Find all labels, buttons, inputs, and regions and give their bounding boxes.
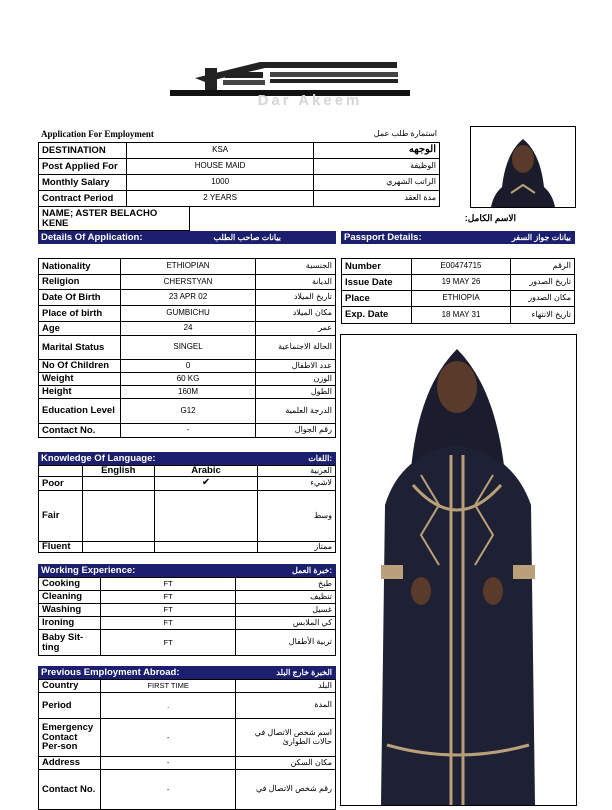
issue-date-label: Issue Date bbox=[342, 275, 412, 291]
language-header-ar: اللغات: bbox=[308, 454, 332, 463]
col-arabic-ar: العربية bbox=[258, 466, 336, 477]
table-row bbox=[39, 373, 336, 386]
details-label: Religion bbox=[39, 275, 121, 290]
details-ar: تاريخ الميلاد bbox=[256, 290, 336, 306]
form-title: Application For Employment bbox=[41, 129, 154, 139]
passport-header-ar: بيانات جواز السفر bbox=[511, 233, 571, 242]
experience-header bbox=[38, 564, 336, 577]
details-value: GUMBICHU bbox=[120, 306, 255, 322]
details-value: 60 KG bbox=[120, 373, 255, 386]
previous-value: - bbox=[100, 770, 235, 810]
details-ar: مكان الميلاد bbox=[256, 306, 336, 322]
details-ar: الدرجة العلمية bbox=[256, 399, 336, 424]
passport-number-value: E00474715 bbox=[411, 259, 511, 275]
company-logo bbox=[165, 58, 440, 109]
previous-value: FIRST TIME bbox=[100, 680, 235, 693]
form-title-arabic: استمارة طلب عمل bbox=[373, 129, 437, 138]
details-ar: الحالة الاجتماعية bbox=[256, 336, 336, 360]
experience-label: Cleaning bbox=[39, 591, 101, 604]
table-row bbox=[39, 680, 336, 693]
poor-english bbox=[82, 477, 154, 491]
table-row bbox=[39, 591, 336, 604]
passport-header bbox=[341, 231, 575, 244]
salary-label-ar: الراتب الشهري bbox=[314, 175, 440, 191]
table-row bbox=[39, 386, 336, 399]
language-header bbox=[38, 452, 336, 465]
previous-ar: مكان السكن bbox=[236, 757, 336, 770]
table-row bbox=[342, 275, 575, 291]
details-label: Height bbox=[39, 386, 121, 399]
passport-table bbox=[341, 258, 575, 324]
table-row bbox=[39, 159, 440, 175]
details-table bbox=[38, 258, 336, 438]
previous-label: Country bbox=[39, 680, 101, 693]
destination-value: KSA bbox=[126, 143, 313, 159]
fluent-label: Fluent bbox=[39, 542, 83, 553]
salary-value: 1000 bbox=[126, 175, 313, 191]
details-label: Date Of Birth bbox=[39, 290, 121, 306]
details-ar: الديانة bbox=[256, 275, 336, 290]
previous-ar: اسم شخص الاتصال في حالات الطوارئ bbox=[236, 719, 336, 757]
passport-number-ar: الرقم bbox=[511, 259, 575, 275]
experience-value: FT bbox=[100, 578, 235, 591]
experience-ar: كي الملابس bbox=[236, 617, 336, 630]
previous-table bbox=[38, 679, 336, 810]
details-value: G12 bbox=[120, 399, 255, 424]
previous-header-ar: الخبرة خارج البلد bbox=[276, 668, 332, 677]
table-row bbox=[39, 399, 336, 424]
table-row bbox=[342, 291, 575, 307]
language-header-en: Knowledge Of Language: bbox=[41, 453, 156, 464]
details-label: Weight bbox=[39, 373, 121, 386]
destination-label-ar: الوجهه bbox=[314, 143, 440, 159]
table-row bbox=[39, 617, 336, 630]
table-row bbox=[39, 604, 336, 617]
contract-value: 2 YEARS bbox=[126, 191, 313, 207]
applicant-photo-small bbox=[470, 126, 576, 208]
table-row bbox=[39, 424, 336, 438]
table-row bbox=[39, 693, 336, 719]
details-value: CHERSTYAN bbox=[120, 275, 255, 290]
experience-label: Washing bbox=[39, 604, 101, 617]
post-label-ar: الوظيفة bbox=[314, 159, 440, 175]
issue-date-ar: تاريخ الصدور bbox=[511, 275, 575, 291]
details-label: Education Level bbox=[39, 399, 121, 424]
fair-label: Fair bbox=[39, 491, 83, 542]
details-header bbox=[38, 231, 336, 244]
applicant-photo-full bbox=[340, 334, 577, 806]
details-label: Place of birth bbox=[39, 306, 121, 322]
previous-ar: المدة bbox=[236, 693, 336, 719]
table-row bbox=[39, 336, 336, 360]
contract-label: Contract Period bbox=[39, 191, 127, 207]
poor-ar: لاشيء bbox=[258, 477, 336, 491]
applicant-name: NAME; ASTER BELACHO KENE bbox=[39, 207, 190, 231]
details-label: Contact No. bbox=[39, 424, 121, 438]
name-table bbox=[38, 206, 190, 231]
col-arabic: Arabic bbox=[154, 466, 258, 477]
fair-ar: وسط bbox=[258, 491, 336, 542]
previous-label: Period bbox=[39, 693, 101, 719]
table-row bbox=[39, 542, 336, 553]
table-row bbox=[39, 290, 336, 306]
poor-label: Poor bbox=[39, 477, 83, 491]
experience-value: FT bbox=[100, 630, 235, 656]
post-value: HOUSE MAID bbox=[126, 159, 313, 175]
issue-place-ar: مكان الصدور bbox=[511, 291, 575, 307]
logo-text: Dar Akeem bbox=[257, 92, 363, 109]
table-row bbox=[39, 466, 336, 477]
table-row bbox=[39, 630, 336, 656]
details-ar: عمر bbox=[256, 322, 336, 336]
contract-label-ar: مدة العقد bbox=[314, 191, 440, 207]
details-value: 23 APR 02 bbox=[120, 290, 255, 306]
experience-table bbox=[38, 577, 336, 656]
experience-header-ar: خبرة العمل: bbox=[291, 566, 332, 575]
passport-number-label: Number bbox=[342, 259, 412, 275]
poor-arabic-check: ✔ bbox=[154, 477, 258, 491]
previous-ar: رقم شخص الاتصال في bbox=[236, 770, 336, 810]
table-row bbox=[39, 719, 336, 757]
experience-ar: تنظيف bbox=[236, 591, 336, 604]
passport-header-en: Passport Details: bbox=[344, 232, 422, 243]
details-value: 160M bbox=[120, 386, 255, 399]
top-info-table bbox=[38, 142, 440, 207]
details-ar: رقم الجوال bbox=[256, 424, 336, 438]
details-value: ETHIOPIAN bbox=[120, 259, 255, 275]
language-blank-cell bbox=[39, 466, 83, 477]
table-row bbox=[39, 275, 336, 290]
experience-label: Baby Sit-ting bbox=[39, 630, 101, 656]
exp-date-ar: تاريخ الانتهاء bbox=[511, 307, 575, 324]
table-row bbox=[39, 757, 336, 770]
fair-english bbox=[82, 491, 154, 542]
details-value: - bbox=[120, 424, 255, 438]
previous-value: - bbox=[100, 757, 235, 770]
destination-label: DESTINATION bbox=[39, 143, 127, 159]
fluent-arabic bbox=[154, 542, 258, 553]
previous-header bbox=[38, 666, 336, 679]
table-row bbox=[39, 175, 440, 191]
table-row bbox=[39, 322, 336, 336]
experience-label: Cooking bbox=[39, 578, 101, 591]
previous-label: Contact No. bbox=[39, 770, 101, 810]
exp-date-label: Exp. Date bbox=[342, 307, 412, 324]
table-row bbox=[39, 191, 440, 207]
experience-label: Ironing bbox=[39, 617, 101, 630]
table-row bbox=[39, 477, 336, 491]
issue-place-label: Place bbox=[342, 291, 412, 307]
details-ar: الطول bbox=[256, 386, 336, 399]
details-value: SINGEL bbox=[120, 336, 255, 360]
details-value: 0 bbox=[120, 360, 255, 373]
details-ar: الوزن bbox=[256, 373, 336, 386]
full-name-label-ar: الاسم الكامل: bbox=[464, 213, 516, 223]
exp-date-value: 18 MAY 31 bbox=[411, 307, 511, 324]
table-row bbox=[39, 491, 336, 542]
details-label: Nationality bbox=[39, 259, 121, 275]
experience-value: FT bbox=[100, 591, 235, 604]
table-row bbox=[39, 578, 336, 591]
table-row bbox=[342, 307, 575, 324]
issue-date-value: 19 MAY 26 bbox=[411, 275, 511, 291]
details-label: Age bbox=[39, 322, 121, 336]
experience-ar: غسيل bbox=[236, 604, 336, 617]
experience-value: FT bbox=[100, 604, 235, 617]
post-label: Post Applied For bbox=[39, 159, 127, 175]
details-header-en: Details Of Application: bbox=[41, 232, 143, 243]
details-ar: الجنسية bbox=[256, 259, 336, 275]
table-row bbox=[39, 360, 336, 373]
fair-arabic bbox=[154, 491, 258, 542]
experience-value: FT bbox=[100, 617, 235, 630]
previous-value: - bbox=[100, 719, 235, 757]
details-label: Marital Status bbox=[39, 336, 121, 360]
table-row bbox=[39, 770, 336, 810]
details-header-ar: بيانات صاحب الطلب bbox=[213, 233, 281, 242]
salary-label: Monthly Salary bbox=[39, 175, 127, 191]
experience-header-en: Working Experience: bbox=[41, 565, 136, 576]
details-label: No Of Children bbox=[39, 360, 121, 373]
previous-label: Address bbox=[39, 757, 101, 770]
previous-header-en: Previous Employment Abroad: bbox=[41, 667, 180, 678]
previous-ar: البلد bbox=[236, 680, 336, 693]
table-row bbox=[39, 259, 336, 275]
col-english: English bbox=[82, 466, 154, 477]
fluent-english bbox=[82, 542, 154, 553]
issue-place-value: ETHIOPIA bbox=[411, 291, 511, 307]
table-row bbox=[342, 259, 575, 275]
details-value: 24 bbox=[120, 322, 255, 336]
table-row bbox=[39, 143, 440, 159]
fluent-ar: ممتاز bbox=[258, 542, 336, 553]
language-table bbox=[38, 465, 336, 553]
experience-ar: طبخ bbox=[236, 578, 336, 591]
previous-value: . bbox=[100, 693, 235, 719]
details-ar: عدد الاطفال bbox=[256, 360, 336, 373]
experience-ar: تربية الأطفال bbox=[236, 630, 336, 656]
previous-label: Emergency Contact Per-son bbox=[39, 719, 101, 757]
table-row bbox=[39, 306, 336, 322]
